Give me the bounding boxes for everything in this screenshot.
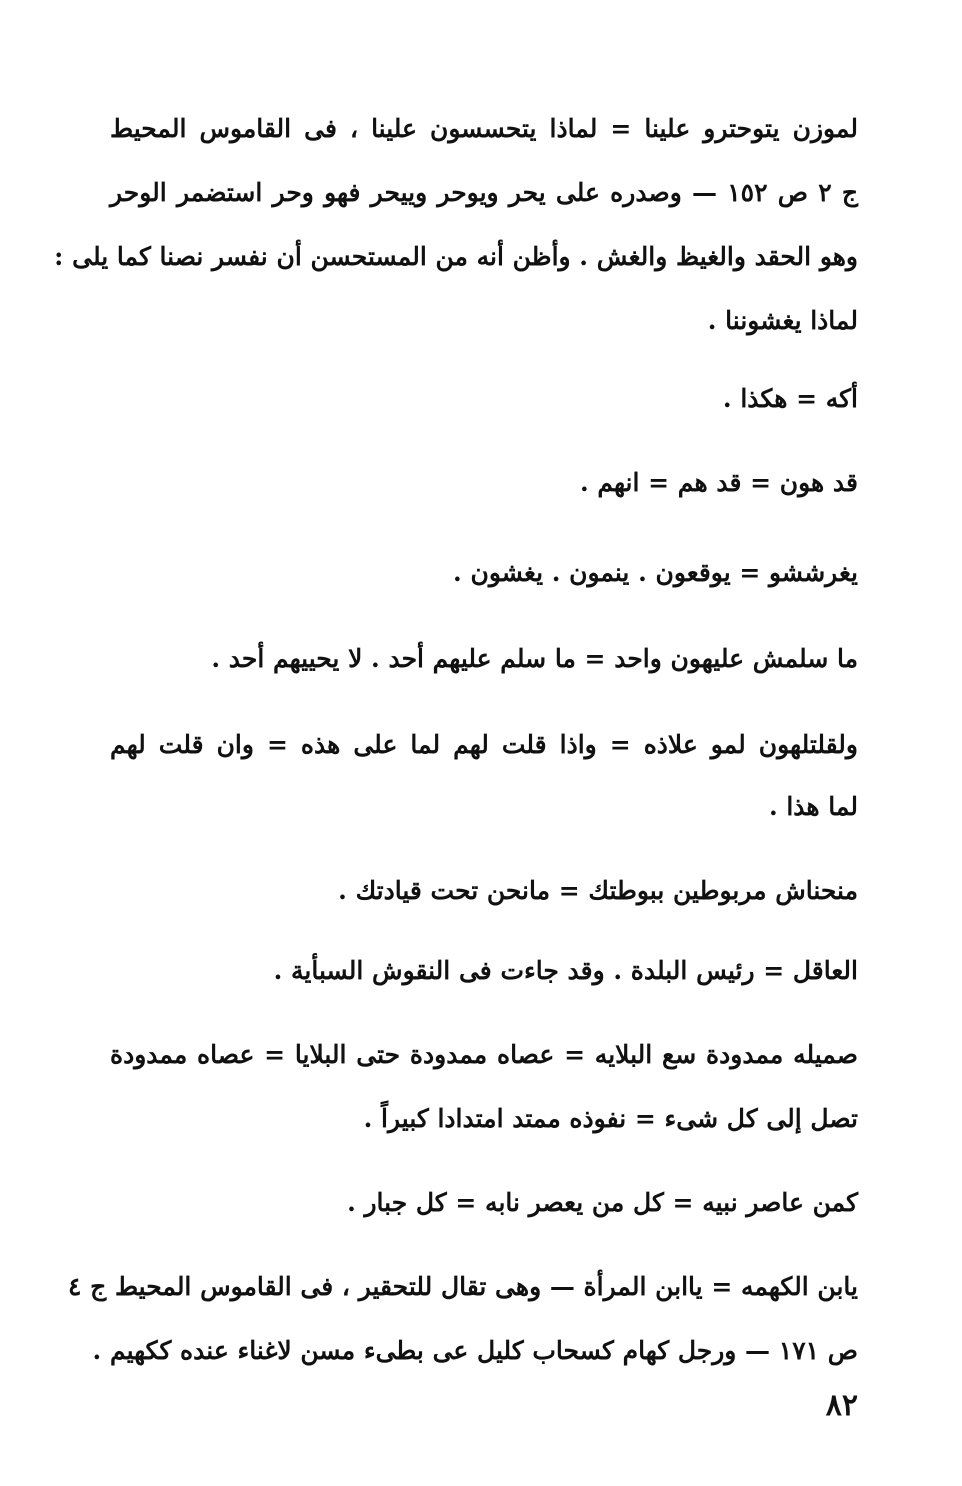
- text-line-8: ما سلمش عليهون واحد = ما سلم عليهم أحد . لا يحييهم أحد .: [211, 644, 858, 673]
- text-line-3: وهو الحقد والغيظ والغش . وأظن أنه من المستحسن أن نفسر نصنا كما يلى :: [54, 242, 858, 271]
- text-line-15: كمن عاصر نبيه = كل من يعصر نابه = كل جبار .: [347, 1188, 858, 1217]
- text-line-9: ولقلتلهون لمو علاذه = واذا قلت لهم لما على هذه = وان قلت لهم: [110, 730, 858, 759]
- text-line-4: لماذا يغشوننا .: [707, 306, 858, 335]
- text-line-16: يابن الكهمه = ياابن المرأة — وهى تقال للتحقير ، فى القاموس المحيط ج ٤: [67, 1272, 858, 1301]
- text-line-14: تصل إلى كل شىء = نفوذه ممتد امتدادا كبيراً .: [363, 1104, 858, 1133]
- text-line-1: لموزن يتوحترو علينا = لماذا يتحسسون علينا ، فى القاموس المحيط: [110, 114, 858, 143]
- text-line-7: يغرششو = يوقعون . ينمون . يغشون .: [453, 558, 858, 587]
- text-line-10: لما هذا .: [768, 792, 858, 821]
- page-number: ٨٢: [825, 1388, 858, 1423]
- text-line-5: أكه = هكذا .: [722, 384, 858, 413]
- text-line-6: قد هون = قد هم = انهم .: [579, 468, 858, 497]
- text-line-13: صميله ممدودة سع البلايه = عصاه ممدودة حتى البلايا = عصاه ممدودة: [110, 1040, 858, 1069]
- text-line-17: ص ١٧١ — ورجل كهام كسحاب كليل عى بطىء مسن لاغناء عنده ككهيم .: [92, 1336, 858, 1365]
- text-line-12: العاقل = رئيس البلدة . وقد جاءت فى النقوش السبأية .: [273, 956, 858, 985]
- text-line-11: منحناش مربوطين ببوطتك = مانحن تحت قيادتك .: [338, 876, 858, 905]
- text-line-2: ج ٢ ص ١٥٢ — وصدره على يحر ويوحر وييحر فهو وحر استضمر الوحر: [110, 178, 858, 207]
